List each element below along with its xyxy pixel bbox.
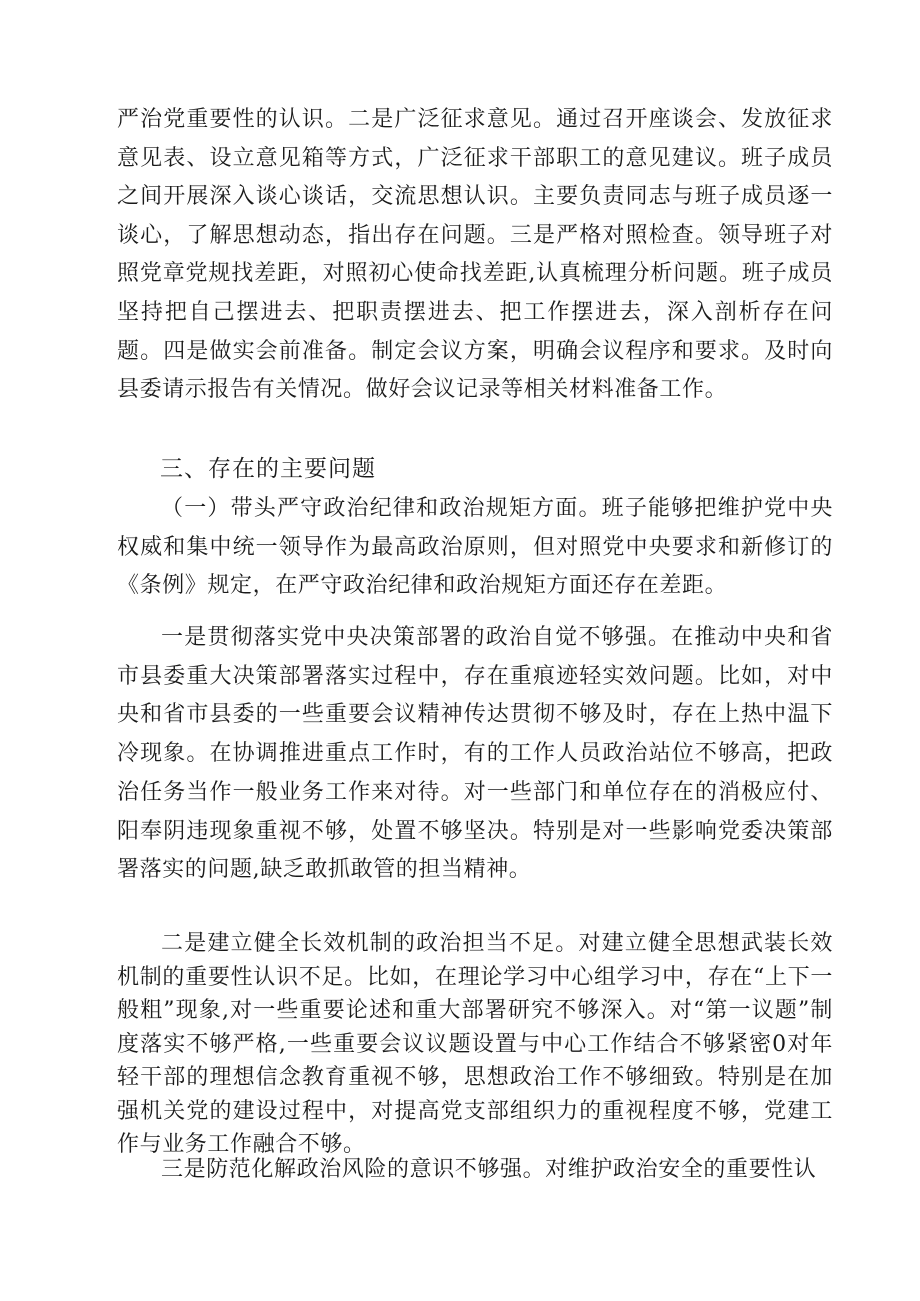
paragraph-point-two: 二是建立健全长效机制的政治担当不足。对建立健全思想武装长效机制的重要性认识不足。比如，在理论学习中心组学习中，存在“上下一般粗”现象,对一些重要论述和重大部署研究不够深入。对“第一议题”制度落实不够严格,一些重要会议议题设置与中心工作结合不够紧密0对年轻干部的理想信念教育重视不够，思想政治工作不够细致。特别是在加强机关党的建设过程中，对提高党支部组织力的重视程度不够，党建工作与业务工作融合不够。 <box>117 931 833 1157</box>
paragraph-point-three: 三是防范化解政治风险的意识不够强。对维护政治安全的重要性认 <box>161 1157 817 1182</box>
paragraph-preparation: 严治党重要性的认识。二是广泛征求意见。通过召开座谈会、发放征求意见表、设立意见箱等方式，广泛征求干部职工的意见建议。班子成员之间开展深入谈心谈话，交流思想认识。主要负责同志与班子成员逐一谈心，了解思想动态，指出存在问题。三是严格对照检查。领导班子对照党章党规找差距，对照初心使命找差距,认真梳理分析问题。班子成员坚持把自己摆进去、把职责摆进去、把工作摆进去，深入剖析存在问题。四是做实会前准备。制定会议方案，明确会议程序和要求。及时向县委请示报告有关情况。做好会议记录等相关材料准备工作。 <box>117 107 833 403</box>
section-heading: 三、存在的主要问题 <box>160 456 376 482</box>
paragraph-political-discipline: （一）带头严守政治纪律和政治规矩方面。班子能够把维护党中央权威和集中统一领导作为最高政治原则，但对照党中央要求和新修订的《条例》规定，在严守政治纪律和政治规矩方面还存在差距。 <box>117 496 833 598</box>
paragraph-point-one: 一是贯彻落实党中央决策部署的政治自觉不够强。在推动中央和省市县委重大决策部署落实过程中，存在重痕迹轻实效问题。比如，对中央和省市县委的一些重要会议精神传达贯彻不够及时，存在上热中温下冷现象。在协调推进重点工作时，有的工作人员政治站位不够高，把政治任务当作一般业务工作来对待。对一些部门和单位存在的消极应付、阳奉阴违现象重视不够，处置不够坚决。特别是对一些影响党委决策部署落实的问题,缺乏敢抓敢管的担当精神。 <box>117 625 833 883</box>
